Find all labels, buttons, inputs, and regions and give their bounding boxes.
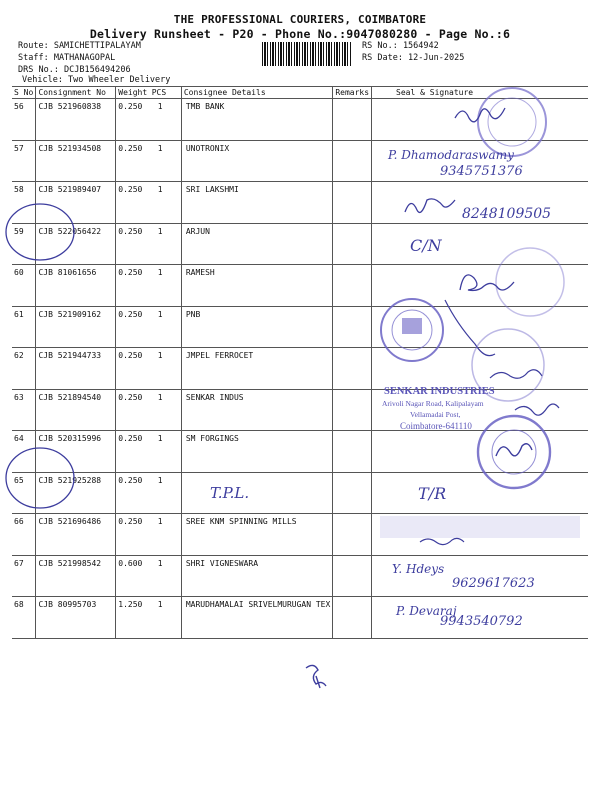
seal-signature-cell: [372, 514, 588, 556]
consignee-cell: SRI LAKSHMI: [181, 182, 333, 224]
weight-cell: 0.250: [116, 389, 150, 431]
column-header: Consignment No: [36, 87, 116, 99]
handwritten-note: T.P.L.: [210, 484, 250, 502]
remarks-cell: [333, 431, 372, 473]
remarks-cell: [333, 182, 372, 224]
consignee-cell: PNB: [181, 306, 333, 348]
weight-cell: 0.250: [116, 265, 150, 307]
pcs-cell: 1: [150, 472, 182, 514]
sno-cell: 62: [12, 348, 36, 390]
company-stamp-address: Vellamadai Post,: [410, 410, 461, 419]
remarks-cell: [333, 555, 372, 597]
consignment-no-cell: CJB 521894540: [36, 389, 116, 431]
consignment-no-cell: CJB 521944733: [36, 348, 116, 390]
seal-signature-cell: [372, 182, 588, 224]
pcs-cell: 1: [150, 389, 182, 431]
column-header: S No: [12, 87, 36, 99]
bottom-initial-mark: [306, 665, 326, 688]
consignment-no-cell: CJB 521989407: [36, 182, 116, 224]
remarks-cell: [333, 140, 372, 182]
pcs-cell: 1: [150, 514, 182, 556]
remarks-cell: [333, 99, 372, 141]
column-header: Weight: [116, 87, 150, 99]
seal-signature-cell: [372, 348, 588, 390]
drs-label: DRS No.: DCJB156494206: [18, 65, 131, 75]
sno-cell: 60: [12, 265, 36, 307]
handwritten-phone: 9943540792: [440, 614, 523, 629]
sno-cell: 64: [12, 431, 36, 473]
pcs-cell: 1: [150, 99, 182, 141]
vehicle-label: Vehicle: Two Wheeler Delivery: [22, 75, 171, 85]
seal-signature-cell: [372, 223, 588, 265]
consignee-cell: SREE KNM SPINNING MILLS: [181, 514, 333, 556]
pcs-cell: 1: [150, 555, 182, 597]
pcs-cell: 1: [150, 597, 182, 639]
sno-cell: 58: [12, 182, 36, 224]
consignee-cell: MARUDHAMALAI SRIVELMURUGAN TEX: [181, 597, 333, 639]
sno-cell: 59: [12, 223, 36, 265]
consignment-no-cell: CJB 521909162: [36, 306, 116, 348]
consignee-cell: ARJUN: [181, 223, 333, 265]
consignment-no-cell: CJB 522056422: [36, 223, 116, 265]
consignment-no-cell: CJB 80995703: [36, 597, 116, 639]
handwritten-name: Y. Hdeys: [392, 562, 445, 576]
delivery-table: [12, 86, 588, 639]
consignment-no-cell: CJB 521998542: [36, 555, 116, 597]
consignee-cell: RAMESH: [181, 265, 333, 307]
seal-signature-cell: [372, 306, 588, 348]
seal-signature-cell: [372, 431, 588, 473]
consignee-cell: [181, 472, 333, 514]
consignee-cell: TMB BANK: [181, 99, 333, 141]
seal-signature-cell: [372, 99, 588, 141]
table-row: [12, 265, 588, 307]
rs-date: RS Date: 12-Jun-2025: [362, 53, 465, 63]
table-row: [12, 389, 588, 431]
handwritten-phone: 9345751376: [440, 164, 523, 179]
table-row: [12, 348, 588, 390]
weight-cell: 0.250: [116, 514, 150, 556]
pcs-cell: 1: [150, 431, 182, 473]
consignment-no-cell: CJB 521925288: [36, 472, 116, 514]
route-label: Route: SAMICHETTIPALAYAM: [18, 41, 141, 51]
consignment-no-cell: CJB 521696486: [36, 514, 116, 556]
consignment-no-cell: CJB 81061656: [36, 265, 116, 307]
company-stamp-name: SENKAR INDUSTRIES: [384, 386, 495, 397]
consignment-no-cell: CJB 521934508: [36, 140, 116, 182]
pcs-cell: 1: [150, 140, 182, 182]
pcs-cell: 1: [150, 223, 182, 265]
company-stamp-address: Arivoli Nagar Road, Kalipalayam: [382, 399, 484, 408]
handwritten-name: P. Devaraj: [396, 604, 457, 618]
pcs-cell: 1: [150, 306, 182, 348]
table-header-row: [12, 87, 588, 99]
table-row: [12, 431, 588, 473]
remarks-cell: [333, 348, 372, 390]
company-stamp-address: Coimbatore-641110: [400, 421, 472, 431]
table-row: [12, 597, 588, 639]
seal-signature-cell: [372, 597, 588, 639]
table-row: [12, 223, 588, 265]
pcs-cell: 1: [150, 348, 182, 390]
table-row: [12, 472, 588, 514]
weight-cell: 0.250: [116, 223, 150, 265]
remarks-cell: [333, 306, 372, 348]
sno-cell: 56: [12, 99, 36, 141]
sno-cell: 57: [12, 140, 36, 182]
table-row: [12, 306, 588, 348]
sno-cell: 65: [12, 472, 36, 514]
remarks-cell: [333, 265, 372, 307]
consignee-cell: SM FORGINGS: [181, 431, 333, 473]
consignee-cell: SENKAR INDUS: [181, 389, 333, 431]
seal-signature-cell: [372, 555, 588, 597]
consignee-cell: UNOTRONIX: [181, 140, 333, 182]
weight-cell: 0.250: [116, 99, 150, 141]
handwritten-name: P. Dhamodaraswamy: [388, 148, 514, 162]
remarks-cell: [333, 597, 372, 639]
barcode: [262, 42, 352, 66]
sno-cell: 66: [12, 514, 36, 556]
weight-cell: 0.250: [116, 140, 150, 182]
sno-cell: 68: [12, 597, 36, 639]
weight-cell: 0.250: [116, 182, 150, 224]
company-title: THE PROFESSIONAL COURIERS, COIMBATORE: [173, 13, 427, 26]
weight-cell: 0.250: [116, 431, 150, 473]
table-row: [12, 514, 588, 556]
remarks-cell: [333, 389, 372, 431]
remarks-cell: [333, 472, 372, 514]
handwritten-phone: 8248109505: [462, 206, 552, 222]
table-row: [12, 140, 588, 182]
seal-signature-cell: [372, 389, 588, 431]
table-row: [12, 99, 588, 141]
seal-signature-cell: [372, 265, 588, 307]
seal-signature-cell: [372, 140, 588, 182]
staff-label: Staff: MATHANAGOPAL: [18, 53, 116, 63]
sno-cell: 61: [12, 306, 36, 348]
column-header: Consignee Details: [181, 87, 333, 99]
handwritten-signature: T/R: [418, 484, 447, 503]
weight-cell: 0.250: [116, 306, 150, 348]
weight-cell: 1.250: [116, 597, 150, 639]
consignee-cell: SHRI VIGNESWARA: [181, 555, 333, 597]
seal-signature-cell: [372, 472, 588, 514]
consignee-cell: JMPEL FERROCET: [181, 348, 333, 390]
pcs-cell: 1: [150, 265, 182, 307]
rs-number: RS No.: 1564942: [362, 41, 439, 51]
table-row: [12, 182, 588, 224]
consignment-no-cell: CJB 520315996: [36, 431, 116, 473]
weight-cell: 0.250: [116, 472, 150, 514]
remarks-cell: [333, 223, 372, 265]
weight-cell: 0.600: [116, 555, 150, 597]
sno-cell: 63: [12, 389, 36, 431]
pcs-cell: 1: [150, 182, 182, 224]
runsheet-title: Delivery Runsheet - P20 - Phone No.:9047080280 - Page No.:6: [89, 27, 511, 41]
column-header: Seal & Signature: [372, 87, 588, 99]
table-row: [12, 555, 588, 597]
handwritten-phone: 9629617623: [452, 576, 535, 591]
sno-cell: 67: [12, 555, 36, 597]
remarks-cell: [333, 514, 372, 556]
weight-cell: 0.250: [116, 348, 150, 390]
handwritten-note: C/N: [410, 236, 442, 255]
column-header: PCS: [150, 87, 182, 99]
column-header: Remarks: [333, 87, 372, 99]
consignment-no-cell: CJB 521960838: [36, 99, 116, 141]
